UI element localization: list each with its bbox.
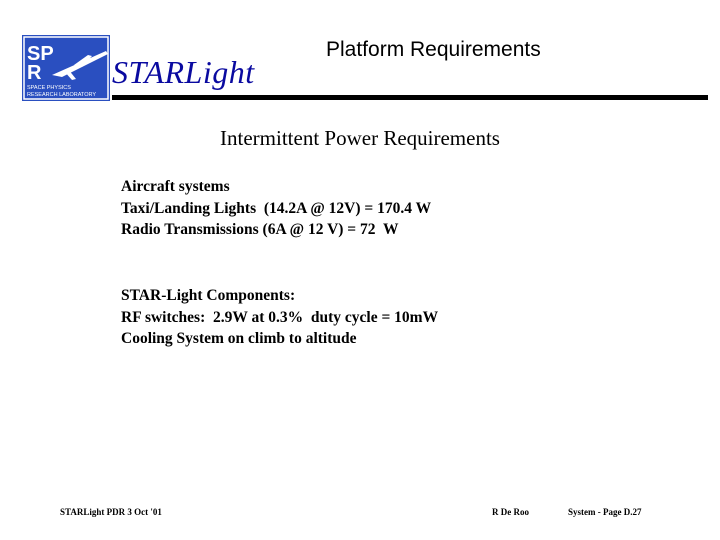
- logo-caption-1: SPACE PHYSICS: [27, 85, 71, 91]
- text-line: Cooling System on climb to altitude: [121, 330, 357, 347]
- footer-author: R De Roo: [492, 507, 529, 517]
- aircraft-systems-block: [121, 176, 431, 241]
- logo-caption-2: RESEARCH LABORATORY: [27, 92, 97, 98]
- text-line: Taxi/Landing Lights (14.2A @ 12V) = 170.4 W: [121, 199, 432, 217]
- sprl-logo-graphic: [22, 35, 110, 101]
- footer-event: STARLight PDR 3 Oct '01: [60, 507, 162, 517]
- sprl-logo: [22, 35, 110, 101]
- logo-letters-sp: SP: [27, 43, 54, 65]
- title-divider: [112, 95, 708, 100]
- page-title: Platform Requirements: [326, 38, 541, 61]
- logo-letter-r: R: [27, 62, 42, 84]
- brand-name: STARLight: [112, 54, 255, 90]
- text-line: RF switches: 2.9W at 0.3% duty cycle = 10mW: [121, 308, 439, 326]
- slide-subtitle: Intermittent Power Requirements: [220, 126, 500, 150]
- footer-page: System - Page D.27: [568, 507, 642, 517]
- starlight-components-block: [121, 285, 438, 350]
- text-line: Radio Transmissions (6A @ 12 V) = 72 W: [121, 221, 399, 238]
- text-line: STAR-Light Components:: [121, 287, 296, 304]
- text-line: Aircraft systems: [121, 178, 230, 195]
